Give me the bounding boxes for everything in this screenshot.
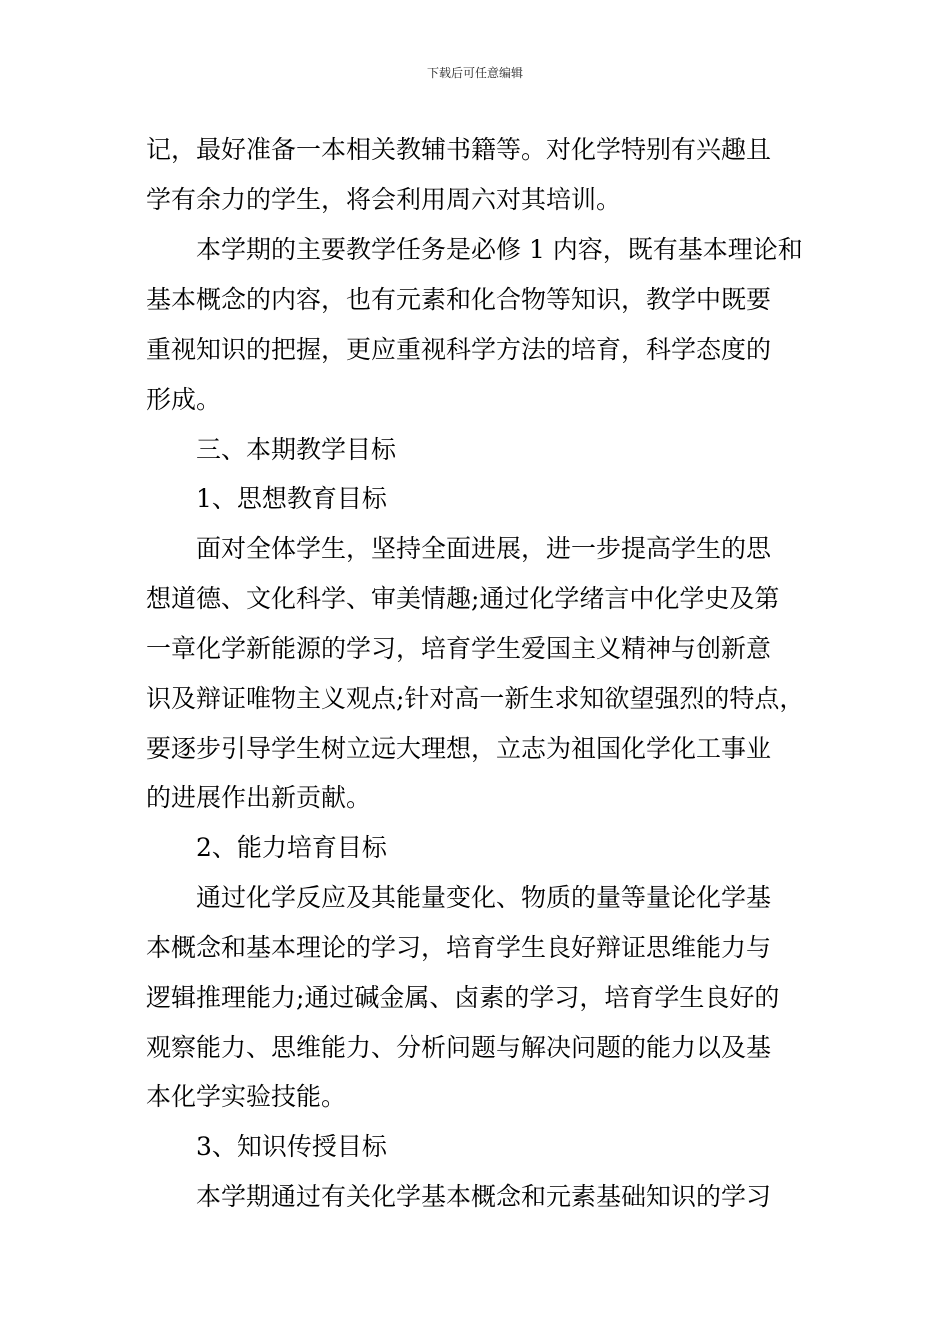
section-heading: 三、本期教学目标 bbox=[196, 435, 397, 464]
subsection-heading: 3、知识传授目标 bbox=[196, 1132, 387, 1161]
text-line: 本化学实验技能。 bbox=[146, 1082, 347, 1111]
text-line: 本概念和基本理论的学习，培育学生良好辩证思维能力与 bbox=[146, 933, 772, 962]
text-line: 一章化学新能源的学习，培育学生爱国主义精神与创新意 bbox=[146, 634, 772, 663]
text-line: 基本概念的内容，也有元素和化合物等知识，教学中既要 bbox=[146, 285, 772, 314]
text-line: 想道德、文化科学、审美情趣;通过化学绪言中化学史及第 bbox=[146, 584, 780, 613]
text-line: 观察能力、思维能力、分析问题与解决问题的能力以及基 bbox=[146, 1033, 772, 1062]
text-line: 学有余力的学生，将会利用周六对其培训。 bbox=[146, 185, 622, 214]
subsection-heading: 1、思想教育目标 bbox=[196, 484, 387, 513]
text-line: 识及辩证唯物主义观点;针对高一新生求知欲望强烈的特点， bbox=[146, 684, 805, 713]
text-line: 形成。 bbox=[146, 385, 222, 414]
paragraph-first-line: 本学期的主要教学任务是必修 1 内容，既有基本理论和 bbox=[196, 235, 803, 264]
paragraph-first-line: 面对全体学生，坚持全面进展，进一步提高学生的思 bbox=[196, 534, 772, 563]
subsection-heading: 2、能力培育目标 bbox=[196, 833, 387, 862]
text-line: 的进展作出新贡献。 bbox=[146, 783, 372, 812]
page-header: 下载后可任意编辑 bbox=[426, 66, 523, 80]
text-line: 逻辑推理能力;通过碱金属、卤素的学习，培育学生良好的 bbox=[146, 983, 780, 1012]
text-line: 要逐步引导学生树立远大理想，立志为祖国化学化工事业 bbox=[146, 734, 772, 763]
paragraph-first-line: 本学期通过有关化学基本概念和元素基础知识的学习 bbox=[196, 1182, 772, 1211]
paragraph-first-line: 通过化学反应及其能量变化、物质的量等量论化学基 bbox=[196, 883, 772, 912]
text-line: 重视知识的把握，更应重视科学方法的培育，科学态度的 bbox=[146, 335, 772, 364]
text-line: 记，最好准备一本相关教辅书籍等。对化学特别有兴趣且 bbox=[146, 135, 772, 164]
